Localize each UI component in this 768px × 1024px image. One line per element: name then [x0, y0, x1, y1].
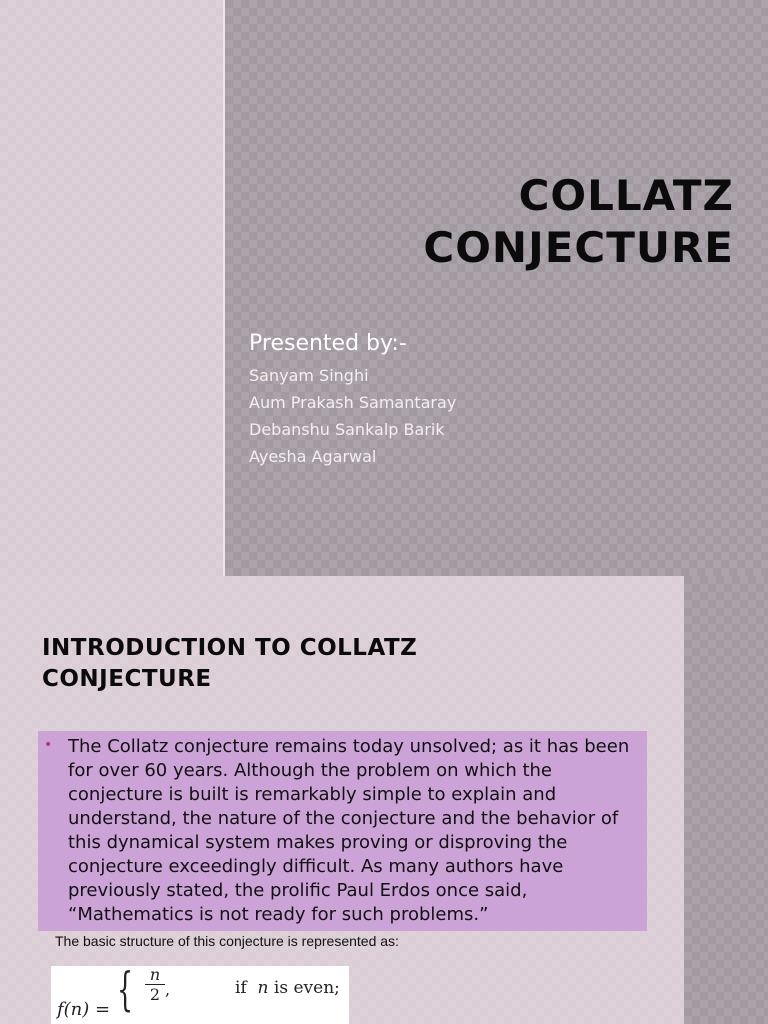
introduction-slide-right-panel [684, 576, 768, 1024]
introduction-slide [0, 576, 684, 1024]
introduction-heading [42, 633, 562, 695]
structure-caption: The basic structure of this conjecture is represented as: [55, 933, 399, 949]
presenter-name: Aum Prakash Samantaray [249, 393, 457, 412]
introduction-heading-line1: INTRODUCTION TO COLLATZ [42, 635, 418, 661]
slide-title-line1: COLLATZ [518, 171, 734, 220]
bullet-text: The Collatz conjecture remains today unsolved; as it has been for over 60 years. Although the problem on which the conjecture is built is remarkably simple to explain and understand, the nature of the conjecture and the behavior of this dynamical system makes proving or disproving the conjecture exceedingly difficult. As many authors have previously stated, the prolific Paul Erdos once said, “Mathematics is not ready for such problems.” [68, 736, 630, 925]
introduction-heading-line2: CONJECTURE [42, 666, 212, 692]
formula-lhs: f(n) = [57, 999, 111, 1020]
bullet-marker: • [44, 737, 53, 753]
presenter-name: Ayesha Agarwal [249, 447, 377, 466]
presenter-name: Sanyam Singhi [249, 366, 369, 385]
collatz-formula-image [51, 966, 349, 1024]
formula-comma: , [165, 980, 171, 999]
formula-brace: { [117, 966, 134, 1016]
formula-condition-var: n [257, 978, 269, 998]
slide-title [423, 170, 734, 274]
title-slide-right-panel [225, 0, 768, 576]
formula-condition [235, 978, 340, 998]
presenter-name: Debanshu Sankalp Barik [249, 420, 445, 439]
presenter-list [249, 365, 456, 473]
slide-title-line2: CONJECTURE [423, 223, 734, 272]
formula-fraction [145, 966, 165, 1005]
formula-numerator: n [145, 966, 165, 985]
formula-denominator: 2 [149, 985, 161, 1004]
formula-condition-suffix: is even; [273, 978, 340, 998]
formula-condition-prefix: if [235, 978, 247, 998]
title-slide-left-panel [0, 0, 223, 576]
presented-by-label: Presented by:- [249, 331, 407, 356]
highlighted-bullet [38, 731, 647, 931]
